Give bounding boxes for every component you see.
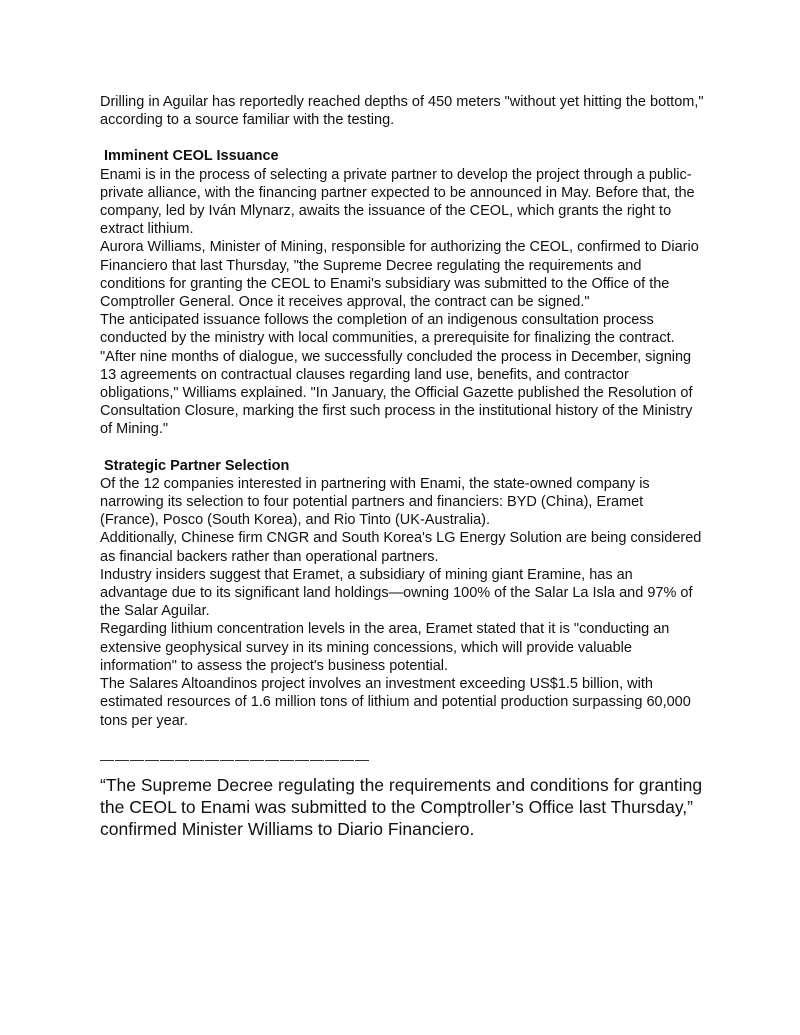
divider-line: —————————————————— [100,750,370,767]
spacer [100,129,704,147]
pull-quote: “The Supreme Decree regulating the requirements and conditions for granting the CEOL to Enami was submitted to the Comptroller’s Office last Thursday,” confirmed Minister Williams to Diario Financiero. [100,774,703,840]
paragraph: Enami is in the process of selecting a private partner to develop the project through a public-private alliance, with the financing partner expected to be announced in May. Before that, the company, led by Iván Mlynarz, awaits the issuance of the CEOL, which grants the right to extract lithium. [100,166,695,238]
spacer [100,439,704,457]
paragraph: Regarding lithium concentration levels in the area, Eramet stated that it is "conducting an extensive geophysical survey in its mining concessions, which will provide valuable information" to assess the project's business potential. [100,621,670,674]
paragraph: "After nine months of dialogue, we successfully concluded the process in December, signing 13 agreements on contractual clauses regarding land use, benefits, and contractor obligations," Williams explained. "In January, the Official Gazette published the Resolution of Consultation Closure, marking the first such process in the institutional history of the Ministry of Mining." [100,348,693,438]
paragraph: Of the 12 companies interested in partnering with Enami, the state-owned company is narrowing its selection to four potential partners and financiers: BYD (China), Eramet (France), Posco (South Korea), and Rio Tinto (UK-Australia). [100,475,650,529]
paragraph: The Salares Altoandinos project involves an investment exceeding US$1.5 billion, with estimated resources of 1.6 million tons of lithium and potential production surpassing 60,000 tons per year. [100,676,691,729]
paragraph: Industry insiders suggest that Eramet, a subsidiary of mining giant Eramine, has an advantage due to its significant land holdings—owning 100% of the Salar La Isla and 97% of the Salar Aguilar. [100,566,693,620]
document-page [100,93,704,840]
intro-paragraph: Drilling in Aguilar has reportedly reached depths of 450 meters "without yet hitting the bottom," according to a source familiar with the testing. [100,94,704,129]
section-heading-partner: Strategic Partner Selection [104,457,290,474]
paragraph: Aurora Williams, Minister of Mining, responsible for authorizing the CEOL, confirmed to Diario Financiero that last Thursday, "the Supreme Decree regulating the requirements and conditions for granting the CEOL to Enami's subsidiary was submitted to the Office of the Comptroller General. Once it receives approval, the contract can be signed." [100,239,699,311]
paragraph: Additionally, Chinese firm CNGR and South Korea's LG Energy Solution are being considered as financial backers rather than operational partners. [100,530,702,565]
section-heading-ceol: Imminent CEOL Issuance [104,148,279,165]
paragraph: The anticipated issuance follows the completion of an indigenous consultation process conducted by the ministry with local communities, a prerequisite for finalizing the contract. [100,312,675,347]
